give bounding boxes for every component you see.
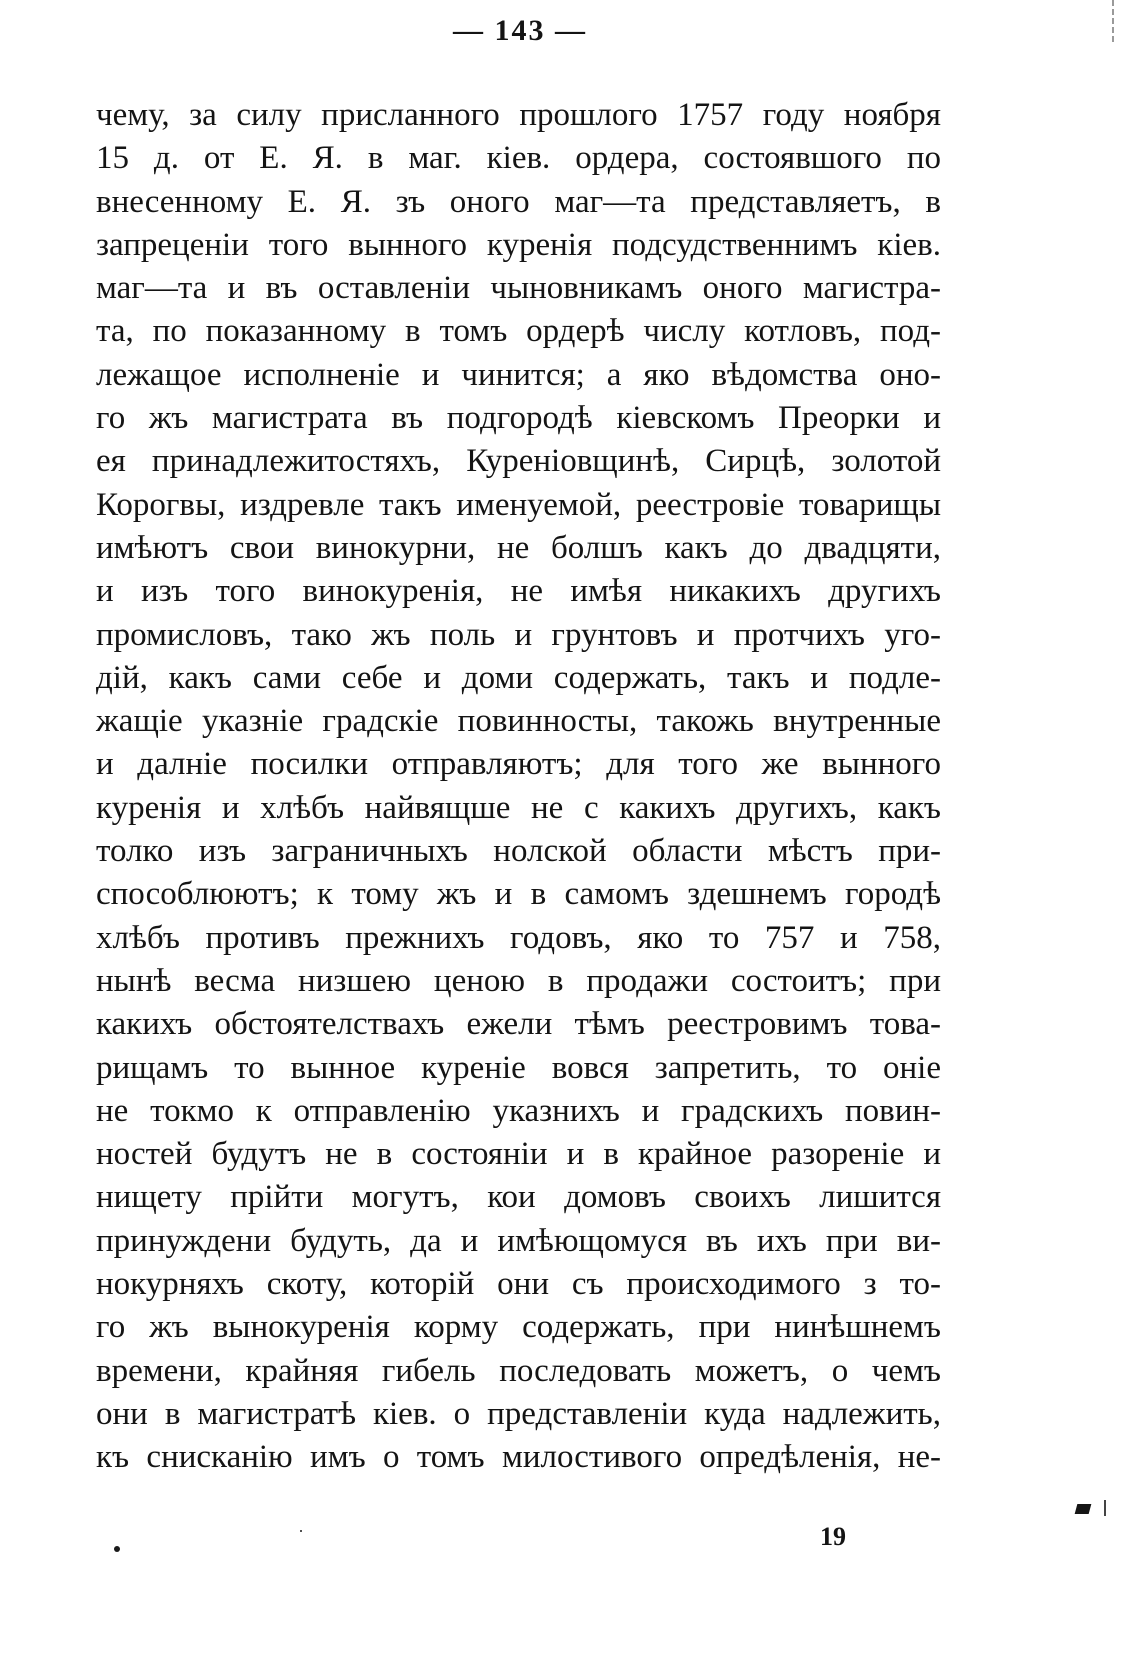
text-line: они в магистратѣ кiев. о представленiи куда надлежить, <box>96 1395 941 1432</box>
text-line: какихъ обстоятелствахъ ежели тѣмъ реестровимъ това- <box>96 1006 941 1043</box>
text-line: способлюютъ; к тому жъ и в самомъ здешнемъ городѣ <box>96 876 941 913</box>
margin-mark <box>1075 1504 1092 1514</box>
ink-speck <box>300 1530 302 1532</box>
text-line: го жъ магистрата въ подгородѣ кiевскомъ Преорки и <box>96 400 941 437</box>
text-line: 15 д. от Е. Я. в маг. кiев. ордера, состоявшого по <box>96 140 941 177</box>
text-line: нынѣ весма низшею ценою в продажи состоитъ; при <box>96 962 941 999</box>
text-line: нокурняхъ скоту, которiй они съ происходимого з то- <box>96 1266 941 1303</box>
text-line: и далнiе посилки отправляютъ; для того же вынного <box>96 746 941 783</box>
text-line: та, по показанному в томъ ордерѣ числу котловъ, под- <box>96 313 941 350</box>
signature-mark: 19 <box>820 1522 846 1551</box>
text-line: не токмо к отправленiю указнихъ и градскихъ повин- <box>96 1092 941 1129</box>
body-text <box>96 94 941 1480</box>
text-line: промисловъ, тако жъ поль и грунтовъ и протчихъ уго- <box>96 616 941 653</box>
text-line: нищету прiйти могутъ, кои домовъ своихъ лишится <box>96 1179 941 1216</box>
text-line: имѣютъ свои винокурни, не болшъ какъ до двадцяти, <box>96 529 941 566</box>
text-line: лежащое исполненiе и чинится; а яко вѣдомства оно- <box>96 356 941 393</box>
text-line: Корогвы, издревле такъ именуемой, реестровiе товарищы <box>96 486 941 523</box>
text-line: го жъ вынокуренiя корму содержать, при нинѣшнемъ <box>96 1309 941 1346</box>
text-line: времени, крайняя гибель последовать можетъ, о чемъ <box>96 1352 941 1389</box>
text-line: рищамъ то вынное куренiе вовся запретить, то онiе <box>96 1049 941 1086</box>
text-line: къ снисканiю имъ о томъ милостивого опредѣленiя, не- <box>96 1439 941 1476</box>
text-line: чему, за силу присланного прошлого 1757 году ноября <box>96 97 941 133</box>
text-line: куренiя и хлѣбъ найвящше не с какихъ другихъ, какъ <box>96 789 941 826</box>
page-edge-rule <box>1112 0 1114 42</box>
margin-tick <box>1104 1500 1106 1516</box>
text-line: дiй, какъ сами себе и доми содержать, такъ и подле- <box>96 659 941 696</box>
text-line: принуждени будуть, да и имѣющомуся въ ихъ при ви- <box>96 1222 941 1259</box>
text-line: ея принадлежитостяхъ, Куренiовщинѣ, Сирцѣ, золотой <box>96 443 941 480</box>
text-line: жащiе указнiе градскiе повинносты, такожь внутренные <box>96 703 941 740</box>
text-line: и изъ того винокуренiя, не имѣя никакихъ другихъ <box>96 573 941 610</box>
text-line: толко изъ заграничныхъ нолской области мѣстъ при- <box>96 833 941 870</box>
ink-speck <box>114 1546 120 1552</box>
text-line: ностей будутъ не в состоянiи и в крайное разоренiе и <box>96 1136 941 1173</box>
page-number-header: — 143 — <box>453 14 587 47</box>
text-line: внесенному Е. Я. зъ оного маг—та представляетъ, в <box>96 183 941 220</box>
text-line: хлѣбъ противъ прежнихъ годовъ, яко то 757 и 758, <box>96 919 941 956</box>
text-line: маг—та и въ оставленiи чыновникамъ оного магистра- <box>96 270 941 307</box>
text-line: запреценiи того вынного куренiя подсудственнимъ кiев. <box>96 226 941 263</box>
